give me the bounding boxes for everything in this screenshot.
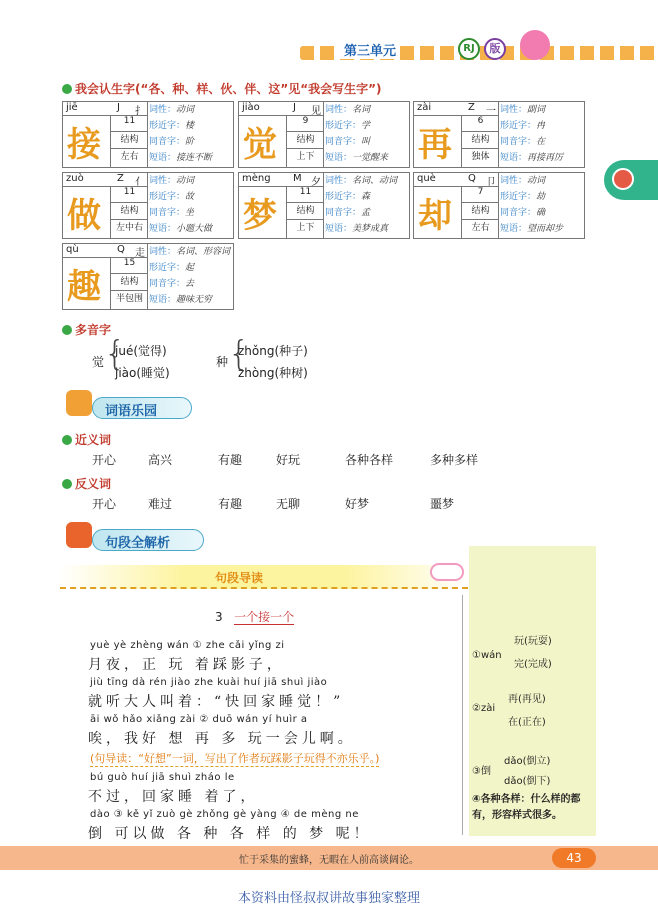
card-duanyu: 短语：一觉醒来 [325, 153, 389, 163]
banner-word-garden: 词语乐园 [92, 397, 192, 419]
card-duanyu: 短语：美梦成真 [325, 224, 389, 234]
card-pinyin: mèng [242, 173, 271, 184]
card-structure: 左中右 [110, 219, 148, 238]
synonyms-word: 各种各样 [345, 453, 394, 467]
card-cixing: 词性：动词 [500, 176, 546, 186]
card-xingjin: 形近字：劫 [500, 192, 546, 202]
card-pinyin: què [417, 173, 436, 184]
card-pinyin: zài [417, 102, 432, 113]
card-duanyu: 短语：小题大做 [149, 224, 213, 234]
synonyms-word: 多种多样 [430, 453, 479, 467]
card-xingjin: 形近字：学 [325, 121, 371, 131]
card-jiegou: 结构 [110, 273, 148, 290]
poly-char-zhong: 种 [216, 355, 229, 369]
card-radical: 夕 [311, 177, 321, 188]
card-right [325, 102, 410, 166]
card-character: 觉 [243, 125, 277, 165]
footer-motto: 忙于采集的蜜蜂，无暇在人前高谈阔论。 [239, 855, 419, 866]
card-left [63, 102, 148, 167]
card-xingjin: 形近字：起 [149, 263, 195, 273]
note-3-a: dǎo(倒立) [504, 756, 551, 767]
card-left [63, 244, 148, 309]
card-jiegou: 结构 [110, 202, 148, 219]
section-title-synonyms: 近义词 [62, 431, 111, 448]
card-pinyin: zuò [66, 173, 84, 184]
section-title-polyphone: 多音字 [62, 321, 111, 338]
card-strokes: 11 [286, 186, 324, 202]
text-line-4: 不过，回家睡 着了， [88, 789, 259, 805]
poly-zhong-b: zhòng(种树) [238, 366, 308, 380]
card-structure: 左右 [110, 148, 148, 167]
card-cixing: 词性：名词、形容词 [149, 247, 231, 257]
bullet-icon [62, 435, 72, 445]
card-cixing: 词性：副词 [500, 105, 546, 115]
card-tongyin: 同音字：坐 [149, 208, 195, 218]
text-line-2: 就听大人叫着：“快回家睡觉！” [88, 694, 345, 710]
card-cixing: 词性：动词 [149, 176, 195, 186]
synonyms-word: 有趣 [218, 453, 243, 467]
bullet-icon [62, 479, 72, 489]
pinyin-line-1: yuè yè zhèng wán ① zhe cǎi yǐng zi [90, 640, 285, 651]
text-line-3: 唉，我好 想 再 多 玩一会儿啊。 [88, 731, 356, 747]
pinyin-line-3: āi wǒ hǎo xiǎng zài ② duō wán yí huìr a [90, 714, 308, 725]
page-header [0, 30, 658, 78]
note-2-b: 在(正在) [508, 717, 546, 728]
bottom-note: 本资料由怪叔叔讲故事独家整理 [237, 891, 420, 906]
card-right [149, 244, 234, 308]
card-cixing: 词性：名词 [325, 105, 371, 115]
card-radical: 走 [135, 248, 145, 259]
rj-badge: RJ [458, 38, 480, 60]
card-tongyin: 同音字：叫 [325, 137, 371, 147]
poly-char-jue: 觉 [92, 355, 105, 369]
pinyin-line-2: jiù tīng dà rén jiào zhe kuài huí jiā shuì jiào [90, 677, 328, 688]
text-line-1: 月夜，正 玩 着踩影子， [88, 657, 285, 673]
girl-mascot-icon [520, 30, 550, 60]
card-strokes: 15 [110, 257, 148, 273]
brace-icon: { [228, 334, 250, 374]
card-character: 却 [418, 196, 452, 236]
card-xingjin: 形近字：楼 [149, 121, 195, 131]
card-pinyin: jiē [66, 102, 78, 113]
card-xingjin: 形近字：故 [149, 192, 195, 202]
card-index: Q [468, 173, 476, 184]
divider [462, 595, 463, 835]
guide-header: 句段导读 [60, 565, 468, 589]
antonyms-word: 难过 [148, 497, 173, 511]
char-card [62, 172, 234, 239]
card-index: Z [468, 102, 475, 113]
card-tongyin: 同音字：阶 [149, 137, 195, 147]
card-right [149, 102, 234, 166]
note-3-b: dǎo(倒下) [504, 776, 551, 787]
card-right [500, 173, 585, 237]
card-strokes: 11 [110, 186, 148, 202]
card-strokes: 11 [110, 115, 148, 131]
pinyin-line-4: bú guò huí jiā shuì zháo le [90, 772, 235, 783]
edition-badge: 版 [484, 38, 506, 60]
section-title-antonyms: 反义词 [62, 475, 111, 492]
banner-passage-analysis: 句段全解析 [92, 529, 204, 551]
card-duanyu: 短语：趣味无穷 [149, 295, 213, 305]
card-radical: 扌 [135, 106, 145, 117]
card-tongyin: 同音字：去 [149, 279, 195, 289]
note-2-label: ②zài [472, 703, 496, 714]
card-index: M [293, 173, 302, 184]
char-card [413, 172, 585, 239]
card-structure: 上下 [286, 148, 324, 167]
card-tongyin: 同音字：在 [500, 137, 546, 147]
card-character: 再 [418, 125, 452, 165]
card-structure: 上下 [286, 219, 324, 238]
card-strokes: 9 [286, 115, 324, 131]
card-tongyin: 同音字：确 [500, 208, 546, 218]
note-3-label: ③倒 [472, 766, 491, 777]
card-strokes: 7 [461, 186, 499, 202]
antonyms-word: 好梦 [345, 497, 370, 511]
card-radical: 见 [311, 106, 321, 117]
note-1-b: 完(完成) [514, 659, 552, 670]
card-duanyu: 短语：望而却步 [500, 224, 564, 234]
card-cixing: 词性：动词 [149, 105, 195, 115]
card-tongyin: 同音字：孟 [325, 208, 371, 218]
poly-zhong-a: zhǒng(种子) [238, 344, 308, 358]
card-index: Z [117, 173, 124, 184]
section-title-recognize: 我会认生字(“各、种、样、伙、伴、这”见“我会写生字”) [62, 80, 382, 97]
card-character: 趣 [67, 267, 101, 307]
char-card [238, 172, 410, 239]
card-radical: 一 [486, 106, 496, 117]
card-index: Q [117, 244, 125, 255]
card-structure: 左右 [461, 219, 499, 238]
pinyin-line-5: dào ③ kě yǐ zuò gè zhǒng gè yàng ④ de mèng ne [90, 809, 359, 820]
story-title: 3 一个接一个 [215, 610, 295, 624]
card-pinyin: jiào [242, 102, 260, 113]
char-card [62, 101, 234, 168]
card-radical: 卩 [486, 177, 496, 188]
card-character: 接 [67, 125, 101, 165]
note-2-a: 再(再见) [508, 694, 546, 705]
bullet-icon [62, 84, 72, 94]
card-structure: 半包围 [110, 290, 148, 309]
card-jiegou: 结构 [286, 202, 324, 219]
card-strokes: 6 [461, 115, 499, 131]
unit-label: 第三单元 [340, 40, 400, 59]
note-1-a: 玩(玩耍) [514, 636, 552, 647]
story-title-text: 一个接一个 [234, 610, 295, 624]
card-left [414, 173, 499, 238]
card-left [239, 173, 324, 238]
card-left [239, 102, 324, 167]
card-right [500, 102, 585, 166]
synonyms-word: 好玩 [276, 453, 301, 467]
card-xingjin: 形近字：冉 [500, 121, 546, 131]
antonyms-word: 开心 [92, 497, 117, 511]
card-left [414, 102, 499, 167]
card-right [149, 173, 234, 237]
char-card [62, 243, 234, 310]
card-duanyu: 短语：再接再厉 [500, 153, 564, 163]
card-jiegou: 结构 [461, 131, 499, 148]
card-right [325, 173, 410, 237]
synonyms-word: 开心 [92, 453, 117, 467]
poly-jue-a: jué(觉得) [115, 344, 167, 358]
antonyms-word: 噩梦 [430, 497, 455, 511]
card-structure: 独体 [461, 148, 499, 167]
poly-jue-b: jiào(睡觉) [115, 366, 170, 380]
char-card [238, 101, 410, 168]
mascot-face-icon [612, 168, 634, 190]
synonyms-word: 高兴 [148, 453, 173, 467]
text-line-5: 倒 可以做 各 种 各 样 的 梦 呢！ [88, 826, 372, 842]
card-character: 做 [67, 196, 101, 236]
card-jiegou: 结构 [461, 202, 499, 219]
side-tab[interactable] [604, 160, 658, 200]
card-jiegou: 结构 [110, 131, 148, 148]
page-number: 43 [552, 848, 596, 868]
card-index: J [293, 102, 296, 113]
cloud-icon [430, 563, 464, 581]
bullet-icon [62, 325, 72, 335]
book-mascot-icon [66, 390, 92, 416]
card-xingjin: 形近字：森 [325, 192, 371, 202]
note-1-label: ①wán [472, 650, 502, 661]
card-jiegou: 结构 [286, 131, 324, 148]
reading-hint: (句导读：“好想”一词，写出了作者玩踩影子玩得不亦乐乎。) [90, 752, 380, 765]
card-left [63, 173, 148, 238]
brace-icon: { [104, 334, 126, 374]
antonyms-word: 无聊 [276, 497, 301, 511]
char-card [413, 101, 585, 168]
note-4: ④各种各样：什么样的都有，形容样式很多。 [472, 794, 581, 821]
card-duanyu: 短语：接连不断 [149, 153, 213, 163]
card-radical: 亻 [135, 177, 145, 188]
antonyms-word: 有趣 [218, 497, 243, 511]
lion-mascot-icon [66, 522, 92, 548]
card-cixing: 词性：名词、动词 [325, 176, 398, 186]
card-index: J [117, 102, 120, 113]
card-character: 梦 [243, 196, 277, 236]
card-pinyin: qù [66, 244, 79, 255]
